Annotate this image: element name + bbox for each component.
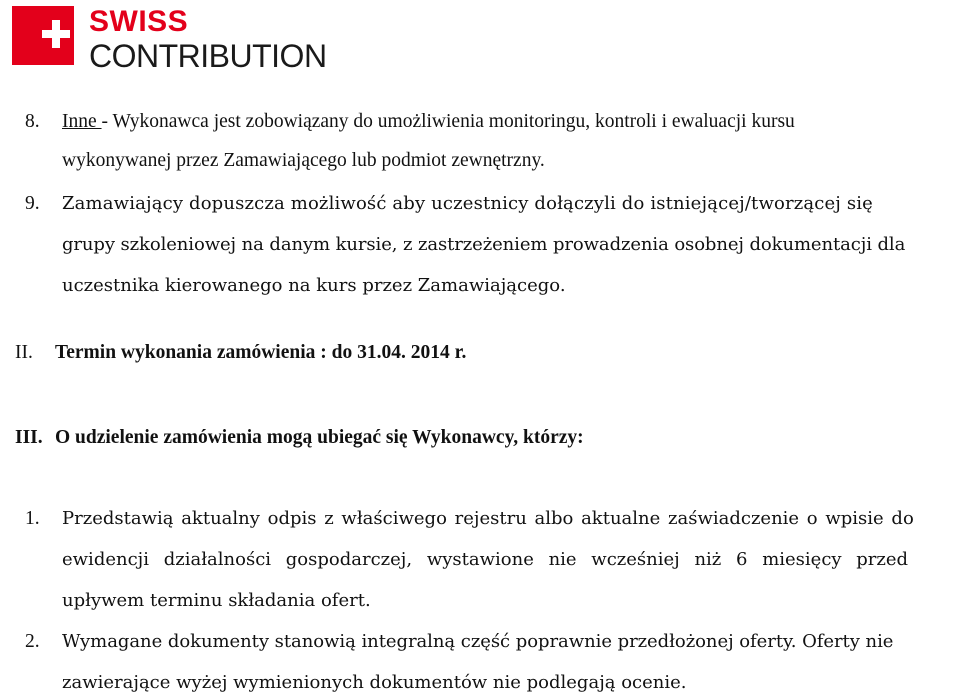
item-9-line-2: grupy szkoleniowej na danym kursie, z zastrzeżeniem prowadzenia osobnej dokumentacji dla [62,234,906,255]
logo-text [89,6,327,72]
list-item-1-number: 1. [25,508,40,529]
list-item-2-line-2: zawierające wyżej wymienionych dokumentów nie podlegają ocenie. [62,672,687,693]
section-3-heading: O udzielenie zamówienia mogą ubiegać się Wykonawcy, którzy: [55,427,584,448]
list-item-1-line-3: upływem terminu składania ofert. [62,590,371,611]
list-item-2-line-1: Wymagane dokumenty stanowią integralną część poprawnie przedłożonej oferty. Oferty nie [62,631,894,652]
item-8-number: 8. [25,111,40,132]
swiss-cross-logo-icon [12,6,74,65]
item-9-line-3: uczestnika kierowanego na kurs przez Zamawiającego. [62,275,566,296]
logo-contribution-text: CONTRIBUTION [89,38,327,74]
swiss-contribution-logo [12,5,327,74]
section-2-heading: Termin wykonania zamówienia : do 31.04. 2014 r. [55,342,467,363]
item-8-line-1-rest: - Wykonawca jest zobowiązany do umożliwienia monitoringu, kontroli i ewaluacji kursu [101,111,795,132]
section-3-numeral: III. [15,427,43,448]
list-item-2-number: 2. [25,631,40,652]
item-8-text-line-2: wykonywanej przez Zamawiającego lub podmiot zewnętrzny. [62,150,545,171]
section-2-numeral: II. [15,342,33,363]
logo-swiss-text: SWISS [89,5,189,38]
item-8-term: Inne [62,111,102,132]
item-9-line-1: Zamawiający dopuszcza możliwość aby uczestnicy dołączyli do istniejącej/tworzącej się [62,193,873,214]
list-item-1-line-1: Przedstawią aktualny odpis z właściwego rejestru albo aktualne zaświadczenie o wpisie do [62,508,914,529]
item-8-text-line-1 [62,110,795,134]
list-item-1-line-2: ewidencji działalności gospodarczej, wystawione nie wcześniej niż 6 miesięcy przed [62,549,909,570]
item-9-number: 9. [25,193,40,214]
